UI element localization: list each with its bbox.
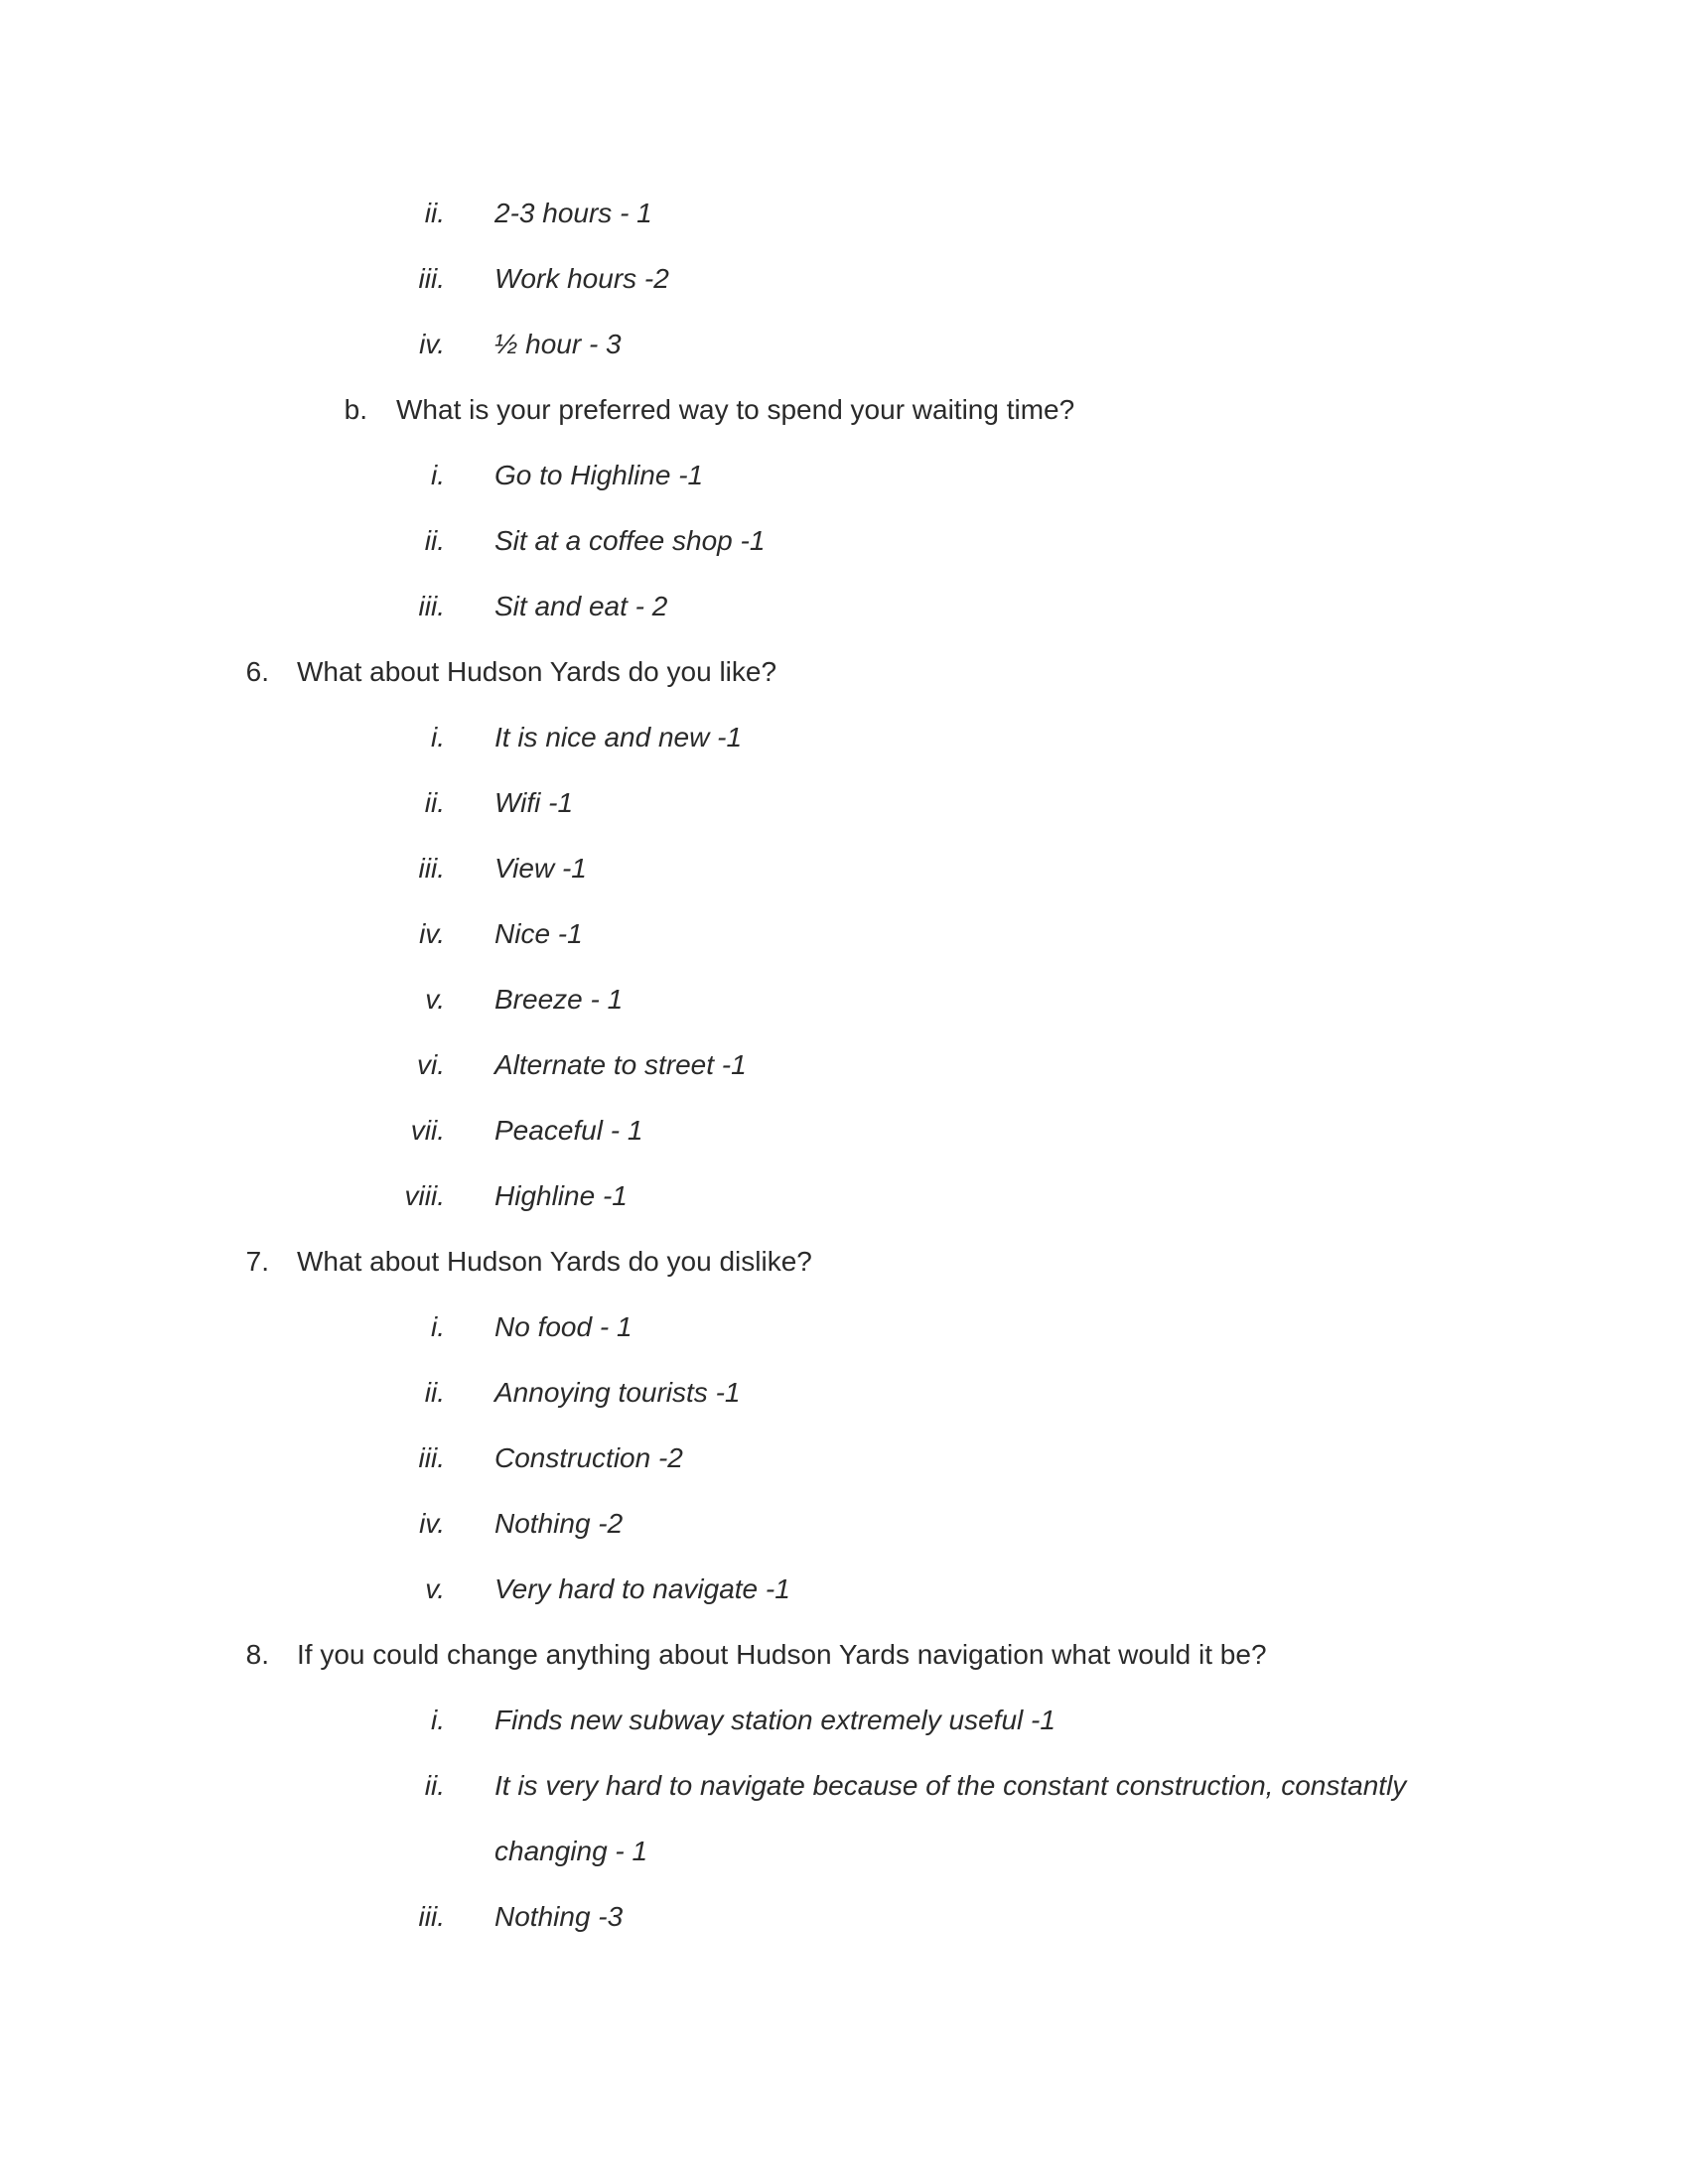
answer-text: Annoying tourists -1 <box>494 1377 741 1408</box>
list-numeral: iii. <box>418 263 445 294</box>
list-numeral: i. <box>431 722 445 752</box>
list-numeral: vi. <box>417 1049 445 1080</box>
list-numeral: iii. <box>418 1901 445 1932</box>
list-numeral: i. <box>431 460 445 490</box>
answer-text: Work hours -2 <box>494 263 669 294</box>
answer-text: 2-3 hours - 1 <box>494 198 652 228</box>
answer-text: Breeze - 1 <box>494 984 624 1015</box>
answer-text: changing - 1 <box>494 1836 648 1866</box>
list-numeral: ii. <box>424 787 445 818</box>
question-label: 6. <box>245 656 269 687</box>
answer-text: Nothing -3 <box>494 1901 624 1932</box>
answer-text: Highline -1 <box>494 1180 628 1211</box>
list-numeral: v. <box>425 984 445 1015</box>
list-numeral: ii. <box>424 1377 445 1408</box>
answer-text: Alternate to street -1 <box>494 1049 747 1080</box>
answer-text: Construction -2 <box>494 1442 683 1473</box>
question-label: b. <box>344 394 367 425</box>
question-text: What about Hudson Yards do you dislike? <box>297 1246 812 1277</box>
answer-text: It is very hard to navigate because of the constant construction, constantly <box>494 1770 1407 1801</box>
answer-text: Very hard to navigate -1 <box>494 1573 790 1604</box>
question-text: If you could change anything about Hudson Yards navigation what would it be? <box>297 1639 1267 1670</box>
list-numeral: ii. <box>424 1770 445 1801</box>
answer-text: Finds new subway station extremely useful -1 <box>494 1705 1055 1735</box>
list-numeral: v. <box>425 1573 445 1604</box>
answer-text: No food - 1 <box>494 1311 633 1342</box>
list-numeral: iv. <box>419 329 445 359</box>
answer-text: Go to Highline -1 <box>494 460 704 490</box>
list-numeral: iii. <box>418 853 445 884</box>
list-numeral: iv. <box>419 1508 445 1539</box>
list-numeral: vii. <box>410 1115 445 1146</box>
question-label: 7. <box>245 1246 269 1277</box>
list-numeral: i. <box>431 1311 445 1342</box>
answer-text: Peaceful - 1 <box>494 1115 643 1146</box>
list-numeral: iii. <box>418 591 445 621</box>
list-numeral: ii. <box>424 525 445 556</box>
list-numeral: i. <box>431 1705 445 1735</box>
answer-text: View -1 <box>494 853 587 884</box>
answer-text: Sit and eat - 2 <box>494 591 668 621</box>
question-text: What is your preferred way to spend your waiting time? <box>396 394 1075 425</box>
answer-text: It is nice and new -1 <box>494 722 743 752</box>
list-numeral: iii. <box>418 1442 445 1473</box>
question-text: What about Hudson Yards do you like? <box>297 656 777 687</box>
list-numeral: viii. <box>404 1180 445 1211</box>
answer-text: Sit at a coffee shop -1 <box>494 525 766 556</box>
answer-text: Wifi -1 <box>494 787 574 818</box>
list-numeral: ii. <box>424 198 445 228</box>
answer-text: ½ hour - 3 <box>494 329 622 359</box>
answer-text: Nice -1 <box>494 918 583 949</box>
list-numeral: iv. <box>419 918 445 949</box>
answer-text: Nothing -2 <box>494 1508 624 1539</box>
question-label: 8. <box>245 1639 269 1670</box>
